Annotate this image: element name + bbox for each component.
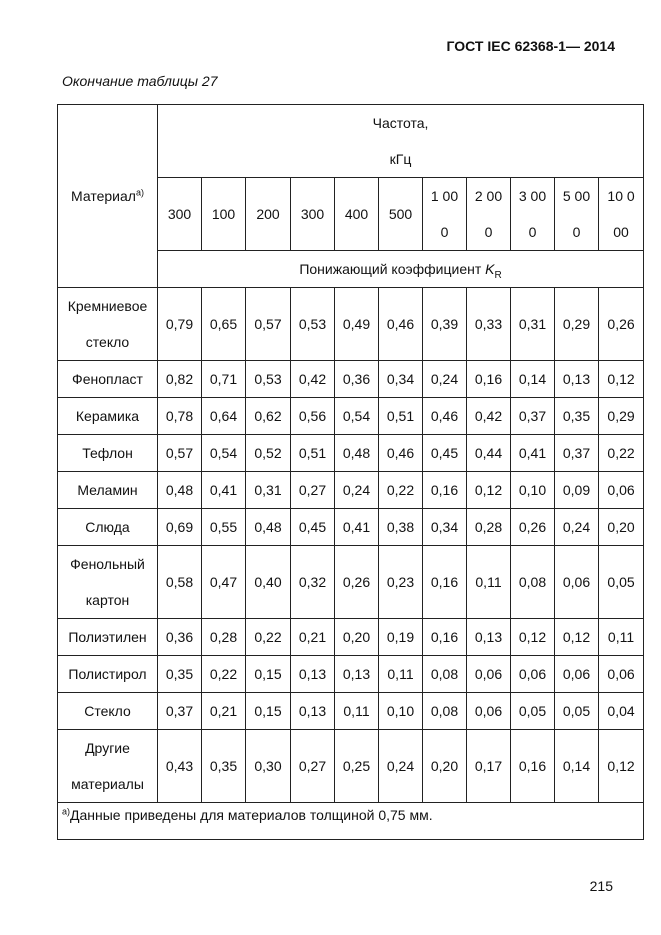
coefficient-value: 0,55: [202, 509, 246, 546]
coefficient-value: 0,52: [246, 435, 291, 472]
coefficient-value: 0,16: [467, 361, 511, 398]
coefficient-value: 0,82: [158, 361, 202, 398]
coefficient-value: 0,20: [335, 619, 379, 656]
coefficient-value: 0,35: [158, 656, 202, 693]
coefficient-symbol: K: [485, 261, 495, 277]
material-footnote-mark: а): [135, 187, 144, 198]
table-row: [58, 546, 644, 619]
coefficient-value: 0,48: [335, 435, 379, 472]
coefficient-value: 0,16: [423, 472, 467, 509]
coefficient-value: 0,26: [599, 288, 644, 361]
footnote-text: Данные приведены для материалов толщиной 0,75 мм.: [70, 807, 433, 823]
coefficient-value: 0,13: [335, 656, 379, 693]
coefficient-value: 0,53: [246, 361, 291, 398]
coefficient-value: 0,11: [599, 619, 644, 656]
coefficient-value: 0,53: [291, 288, 335, 361]
material-name-cell: [58, 435, 158, 472]
coefficient-value: 0,65: [202, 288, 246, 361]
coefficient-value: 0,57: [246, 288, 291, 361]
coefficient-value: 0,05: [555, 693, 599, 730]
coefficient-value: 0,51: [379, 398, 423, 435]
material-name-cell: [58, 730, 158, 803]
coefficient-value: 0,10: [379, 693, 423, 730]
material-name-line2: материалы: [71, 776, 144, 792]
coefficient-value: 0,31: [246, 472, 291, 509]
coefficient-value: 0,41: [335, 509, 379, 546]
document-header: ГОСТ IEC 62368-1— 2014: [446, 38, 615, 54]
frequency-header-cell: [158, 105, 644, 178]
coefficient-value: 0,35: [202, 730, 246, 803]
coefficient-value: 0,12: [555, 619, 599, 656]
coefficient-value: 0,41: [511, 435, 555, 472]
table-row: [58, 693, 644, 730]
coefficient-value: 0,27: [291, 730, 335, 803]
coefficient-value: 0,54: [335, 398, 379, 435]
coefficient-value: 0,09: [555, 472, 599, 509]
frequency-cell: [379, 178, 423, 251]
frequency-value-wrap: 00: [613, 224, 629, 240]
coefficient-value: 0,17: [467, 730, 511, 803]
coefficient-value: 0,20: [599, 509, 644, 546]
coefficient-value: 0,57: [158, 435, 202, 472]
coefficient-value: 0,22: [599, 435, 644, 472]
coefficient-value: 0,34: [379, 361, 423, 398]
coefficient-value: 0,79: [158, 288, 202, 361]
frequency-value: 1 00: [430, 188, 459, 204]
frequency-cell: [467, 178, 511, 251]
frequency-value: 100: [211, 206, 236, 222]
coefficient-value: 0,22: [246, 619, 291, 656]
coefficient-value: 0,08: [511, 546, 555, 619]
coefficient-value: 0,71: [202, 361, 246, 398]
coefficient-value: 0,11: [379, 656, 423, 693]
coefficient-value: 0,13: [555, 361, 599, 398]
frequency-label-line2: кГц: [389, 151, 412, 167]
material-name: Стекло: [84, 703, 131, 719]
coefficient-value: 0,46: [379, 288, 423, 361]
coefficient-value: 0,27: [291, 472, 335, 509]
frequency-cell: [599, 178, 644, 251]
coefficient-value: 0,12: [599, 730, 644, 803]
coefficient-value: 0,06: [511, 656, 555, 693]
frequency-value: 400: [344, 206, 369, 222]
coefficient-value: 0,08: [423, 656, 467, 693]
coefficient-value: 0,62: [246, 398, 291, 435]
frequency-cell: [291, 178, 335, 251]
coefficient-value: 0,20: [423, 730, 467, 803]
coefficient-value: 0,12: [467, 472, 511, 509]
coefficient-label-cell: [158, 251, 644, 288]
frequency-value: 10 0: [607, 188, 635, 204]
coefficient-value: 0,22: [379, 472, 423, 509]
coefficient-value: 0,16: [423, 546, 467, 619]
page-number: 215: [589, 878, 613, 894]
footnote-mark: а): [62, 806, 71, 817]
table-caption: Окончание таблицы 27: [62, 73, 218, 89]
coefficient-value: 0,11: [467, 546, 511, 619]
material-name: Меламин: [77, 482, 138, 498]
coefficient-value: 0,06: [555, 546, 599, 619]
material-name: Фенопласт: [72, 371, 143, 387]
coefficient-value: 0,48: [158, 472, 202, 509]
coefficient-value: 0,14: [555, 730, 599, 803]
frequency-cell: [158, 178, 202, 251]
coefficient-value: 0,31: [511, 288, 555, 361]
coefficient-value: 0,14: [511, 361, 555, 398]
material-name-line2: стекло: [85, 334, 130, 350]
coefficient-value: 0,24: [423, 361, 467, 398]
footnote-cell: [58, 803, 644, 840]
coefficient-value: 0,13: [291, 693, 335, 730]
frequency-value: 200: [256, 206, 280, 222]
coefficient-value: 0,19: [379, 619, 423, 656]
material-name-cell: [58, 693, 158, 730]
material-header-cell: [58, 105, 158, 288]
table-row: [58, 509, 644, 546]
coefficient-subscript: R: [494, 269, 502, 281]
coefficient-value: 0,26: [511, 509, 555, 546]
material-name: Полиэтилен: [68, 629, 147, 645]
frequency-value: 3 00: [518, 188, 547, 204]
coefficient-value: 0,44: [467, 435, 511, 472]
coefficient-value: 0,39: [423, 288, 467, 361]
coefficient-value: 0,05: [599, 546, 644, 619]
coefficient-value: 0,56: [291, 398, 335, 435]
material-name-cell: [58, 472, 158, 509]
material-name: Другие: [85, 740, 130, 756]
material-name: Керамика: [75, 408, 140, 424]
table-row: [58, 435, 644, 472]
frequency-value: 300: [300, 206, 325, 222]
coefficient-value: 0,41: [202, 472, 246, 509]
coefficient-value: 0,45: [291, 509, 335, 546]
coefficient-value: 0,47: [202, 546, 246, 619]
coefficient-value: 0,46: [379, 435, 423, 472]
coefficient-value: 0,06: [467, 693, 511, 730]
frequency-cell: [511, 178, 555, 251]
frequency-cell: [202, 178, 246, 251]
coefficient-value: 0,38: [379, 509, 423, 546]
coefficient-value: 0,36: [335, 361, 379, 398]
material-name-cell: [58, 656, 158, 693]
coefficient-value: 0,25: [335, 730, 379, 803]
table-row: [58, 361, 644, 398]
coefficient-value: 0,33: [467, 288, 511, 361]
coefficient-value: 0,37: [511, 398, 555, 435]
coefficient-value: 0,22: [202, 656, 246, 693]
material-name-cell: [58, 619, 158, 656]
coefficient-value: 0,15: [246, 656, 291, 693]
frequency-cell: [335, 178, 379, 251]
coefficient-value: 0,04: [599, 693, 644, 730]
coefficient-value: 0,37: [158, 693, 202, 730]
frequency-value-wrap: 0: [484, 224, 493, 240]
material-name: Фенольный: [70, 556, 145, 572]
table-row: [58, 656, 644, 693]
coefficient-value: 0,28: [202, 619, 246, 656]
coefficient-value: 0,12: [511, 619, 555, 656]
table-row: [58, 288, 644, 361]
coefficient-value: 0,43: [158, 730, 202, 803]
coefficient-value: 0,40: [246, 546, 291, 619]
coefficient-table: [57, 104, 644, 840]
frequency-value: 500: [388, 206, 413, 222]
coefficient-value: 0,64: [202, 398, 246, 435]
coefficient-value: 0,06: [467, 656, 511, 693]
coefficient-value: 0,69: [158, 509, 202, 546]
frequency-cell: [246, 178, 291, 251]
frequency-value: 2 00: [474, 188, 503, 204]
table-row: [58, 472, 644, 509]
material-name: Кремниевое: [67, 298, 148, 314]
coefficient-value: 0,42: [291, 361, 335, 398]
coefficient-value: 0,54: [202, 435, 246, 472]
coefficient-value: 0,13: [291, 656, 335, 693]
coefficient-value: 0,35: [555, 398, 599, 435]
frequency-cell: [423, 178, 467, 251]
table-row: [58, 398, 644, 435]
coefficient-value: 0,24: [555, 509, 599, 546]
coefficient-label: Понижающий коэффициент: [299, 261, 486, 277]
material-name: Тефлон: [82, 445, 133, 461]
frequency-value-wrap: 0: [572, 224, 581, 240]
footnote-row: [58, 803, 644, 840]
coefficient-value: 0,21: [202, 693, 246, 730]
frequency-value-wrap: 0: [528, 224, 537, 240]
table-row: [58, 730, 644, 803]
coefficient-value: 0,28: [467, 509, 511, 546]
coefficient-value: 0,78: [158, 398, 202, 435]
material-name-cell: [58, 361, 158, 398]
coefficient-value: 0,12: [599, 361, 644, 398]
frequency-cell: [555, 178, 599, 251]
coefficient-value: 0,37: [555, 435, 599, 472]
material-name-cell: [58, 288, 158, 361]
coefficient-value: 0,16: [511, 730, 555, 803]
material-header: Материал: [71, 188, 136, 204]
coefficient-value: 0,16: [423, 619, 467, 656]
coefficient-value: 0,08: [423, 693, 467, 730]
coefficient-value: 0,36: [158, 619, 202, 656]
material-name-cell: [58, 398, 158, 435]
frequency-value: 5 00: [562, 188, 591, 204]
coefficient-value: 0,11: [335, 693, 379, 730]
coefficient-value: 0,51: [291, 435, 335, 472]
coefficient-value: 0,24: [335, 472, 379, 509]
coefficient-value: 0,13: [467, 619, 511, 656]
coefficient-value: 0,10: [511, 472, 555, 509]
frequency-value-wrap: 0: [440, 224, 449, 240]
coefficient-value: 0,46: [423, 398, 467, 435]
coefficient-value: 0,15: [246, 693, 291, 730]
coefficient-value: 0,29: [599, 398, 644, 435]
coefficient-value: 0,45: [423, 435, 467, 472]
coefficient-value: 0,21: [291, 619, 335, 656]
coefficient-value: 0,06: [599, 472, 644, 509]
coefficient-value: 0,26: [335, 546, 379, 619]
coefficient-value: 0,30: [246, 730, 291, 803]
coefficient-value: 0,34: [423, 509, 467, 546]
coefficient-value: 0,23: [379, 546, 423, 619]
coefficient-value: 0,48: [246, 509, 291, 546]
material-name-cell: [58, 546, 158, 619]
coefficient-value: 0,24: [379, 730, 423, 803]
coefficient-value: 0,58: [158, 546, 202, 619]
frequency-label-line1: Частота,: [372, 115, 429, 131]
material-name: Слюда: [85, 519, 130, 535]
material-name: Полистирол: [68, 666, 147, 682]
coefficient-value: 0,49: [335, 288, 379, 361]
material-name-cell: [58, 509, 158, 546]
coefficient-value: 0,06: [599, 656, 644, 693]
coefficient-value: 0,32: [291, 546, 335, 619]
coefficient-value: 0,06: [555, 656, 599, 693]
frequency-value: 300: [167, 206, 192, 222]
coefficient-value: 0,29: [555, 288, 599, 361]
table-row: [58, 619, 644, 656]
coefficient-value: 0,42: [467, 398, 511, 435]
coefficient-value: 0,05: [511, 693, 555, 730]
material-name-line2: картон: [85, 592, 130, 608]
